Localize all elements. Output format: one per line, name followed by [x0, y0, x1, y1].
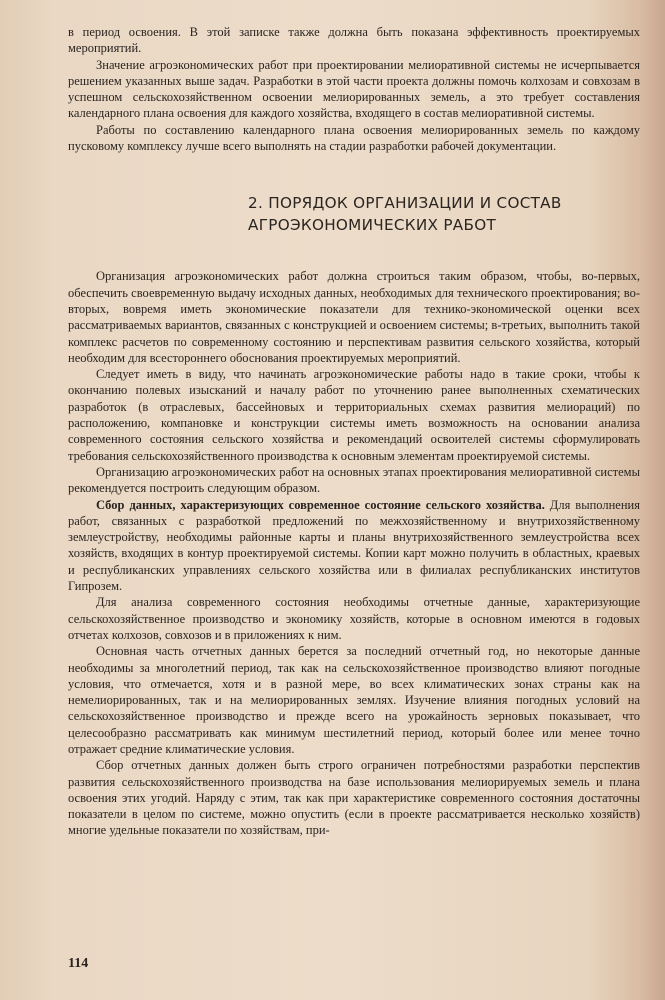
paragraph-data-collection [68, 497, 640, 595]
paragraph: Сбор отчетных данных должен быть строго ограничен потребностями разработки перспектив развития сельскохозяйственного производства на базе использования мелиорируемых земель и плана освоения этих угодий. Наряду с этим, так как при характеристике современного состояния достаточны показатели в целом по системе, можно опустить (если в проекте рассматривается несколько хозяйств) многие удельные показатели по хозяйствам, при- [68, 758, 640, 838]
paragraph: Для анализа современного состояния необходимы отчетные данные, характеризующие сельскохозяйственное производство и экономику хозяйств, которые в основном имеются в годовых отчетах колхозов, совхозов и в приложениях к ним. [68, 595, 640, 642]
paragraph: Работы по составлению календарного плана освоения мелиорированных земель по каждому пусковому комплексу лучше всего выполнять на стадии разработки рабочей документации. [68, 122, 640, 154]
section-heading-line-2: АГРОЭКОНОМИЧЕСКИХ РАБОТ [248, 216, 497, 235]
run-in-heading: Сбор данных, характеризующих современное состояние сельского хозяйства. [96, 497, 545, 512]
page-body [68, 24, 640, 839]
page-number: 114 [68, 956, 89, 971]
paragraph: Значение агроэкономических работ при проектировании мелиоративной системы не исчерпывается решением указанных выше задач. Разработки в этой части проекта должны помочь колхозам и совхозам в успешном сельскохозяйственном освоении мелиорированных земель, а это требует составления календарного плана освоения для каждого хозяйства, входящего в состав мелиоративной системы. [68, 57, 640, 121]
paragraph: Организация агроэкономических работ должна строиться таким образом, чтобы, во-первых, обеспечить своевременную выдачу исходных данных, необходимых для технического проектирования; во-вторых, вовремя иметь экономические показатели для технико-экономической оценки всех рассматриваемых вариантов, связанных с конструкцией и освоением системы; в-третьих, выполнить такой комплекс расчетов по современному состоянию и перспективам развития сельского хозяйства, который необходим для всестороннего обоснования проектируемых мероприятий. [68, 269, 640, 365]
paragraph: Основная часть отчетных данных берется за последний отчетный год, но некоторые данные необходимы за многолетний период, так как на сельскохозяйственное производство влияют погодные условия, что отмечается, хотя и в разной мере, во всех климатических зонах страны как на немелиорированных, так и на мелиорированных землях. Изучение влияния погодных условий на сельскохозяйственное производство и прежде всего на урожайность зерновых показывает, что целесообразно рассматривать как минимум шестилетний период, который более или менее точно отражает средние климатические условия. [68, 644, 640, 756]
section-heading-line-1: 2. ПОРЯДОК ОРГАНИЗАЦИИ И СОСТАВ [248, 194, 562, 213]
section-heading [248, 192, 640, 236]
paragraph: Следует иметь в виду, что начинать агроэкономические работы надо в такие сроки, чтобы к окончанию полевых изысканий и началу работ по уточнению ранее выполненных схематических разработок (в отраслевых, бассейновых и территориальных схемах развития мелиораций) по расположению, компановке и конструкции системы иметь возможность на основании анализа современного состояния сельского хозяйства и рекомендаций освоителей системы сформулировать требования сельскохозяйственного производства к основным элементам проектируемой системы. [68, 367, 640, 463]
paragraph-text: Для выполнения работ, связанных с разработкой предложений по межхозяйственному и внутрихозяйственному землеустройству, необходимы районные карты и планы внутрихозяйственного землеустройства всех хозяйств, входящих в контур проектируемой системы. Копии карт можно получить в областных, краевых и республиканских управлениях сельского хозяйства или в филиалах республиканских институтов Гипрозем. [68, 497, 640, 594]
paragraph-continued: в период освоения. В этой записке также должна быть показана эффективность проектируемых мероприятий. [68, 25, 640, 56]
paragraph: Организацию агроэкономических работ на основных этапах проектирования мелиоративной системы рекомендуется построить следующим образом. [68, 464, 640, 496]
